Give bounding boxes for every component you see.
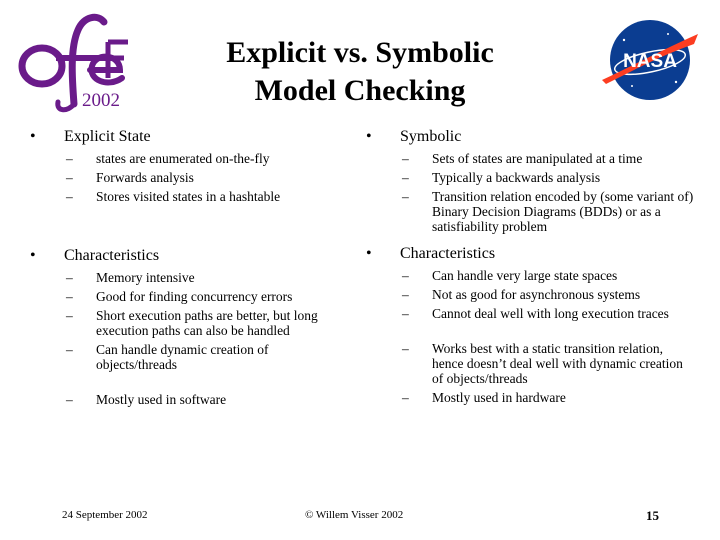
symbolic-column: [364, 127, 694, 409]
list-item: – Transition relation encoded by (some variant of) Binary Decision Diagrams (BDDs) or as a satisfiability problem: [402, 189, 694, 234]
list-item: – Cannot deal well with long execution traces: [402, 306, 669, 321]
page-title: [190, 34, 530, 110]
footer-date: 24 September 2002: [62, 509, 148, 521]
list-item: – Can handle very large state spaces: [402, 268, 618, 283]
bullet-dot: •: [366, 128, 372, 145]
list-item: – Short execution paths are better, but long execution paths can also be handled: [66, 308, 318, 338]
list-item: – Typically a backwards analysis: [402, 170, 601, 185]
list-item: – Stores visited states in a hashtable: [66, 189, 281, 204]
bullet-dot: •: [30, 247, 36, 264]
bullet-symbolic: • Symbolic: [366, 128, 462, 145]
logo-year: 2002: [82, 90, 120, 111]
symbolic-subs: [402, 151, 694, 234]
list-item: – Forwards analysis: [66, 170, 194, 185]
nasa-logo-text: NASA: [623, 51, 677, 72]
explicit-column: [28, 127, 348, 411]
list-item: – Mostly used in hardware: [402, 390, 566, 405]
list-item: – states are enumerated on-the-fly: [66, 151, 270, 166]
bullet-dot: •: [30, 128, 36, 145]
explicit-state-subs: [66, 151, 348, 204]
list-item: – Works best with a static transition relation, hence doesn’t deal well with dynamic creation of objects/threads: [402, 341, 683, 386]
list-item: – Can handle dynamic creation of objects/threads: [66, 342, 269, 372]
characteristics-left-subs: [66, 270, 348, 407]
bullet-characteristics-left: • Characteristics: [30, 247, 160, 264]
list-item: – Not as good for asynchronous systems: [402, 287, 641, 302]
list-item: – Mostly used in software: [66, 392, 227, 407]
page-number: 15: [646, 508, 659, 523]
title-line-2: Model Checking: [254, 74, 466, 107]
list-item: – Sets of states are manipulated at a time: [402, 151, 643, 166]
nasa-logo-icon: [598, 16, 702, 104]
list-item: – Memory intensive: [66, 270, 195, 285]
bullet-characteristics-right: • Characteristics: [366, 245, 496, 262]
characteristics-right-subs: [402, 268, 694, 405]
bullet-dot: •: [366, 245, 372, 262]
ofe-logo-icon: [12, 8, 142, 116]
list-item: – Good for finding concurrency errors: [66, 289, 293, 304]
footer-copyright: © Willem Visser 2002: [305, 509, 404, 521]
bullet-explicit-state: • Explicit State: [30, 128, 151, 145]
title-line-1: Explicit vs. Symbolic: [226, 36, 494, 69]
